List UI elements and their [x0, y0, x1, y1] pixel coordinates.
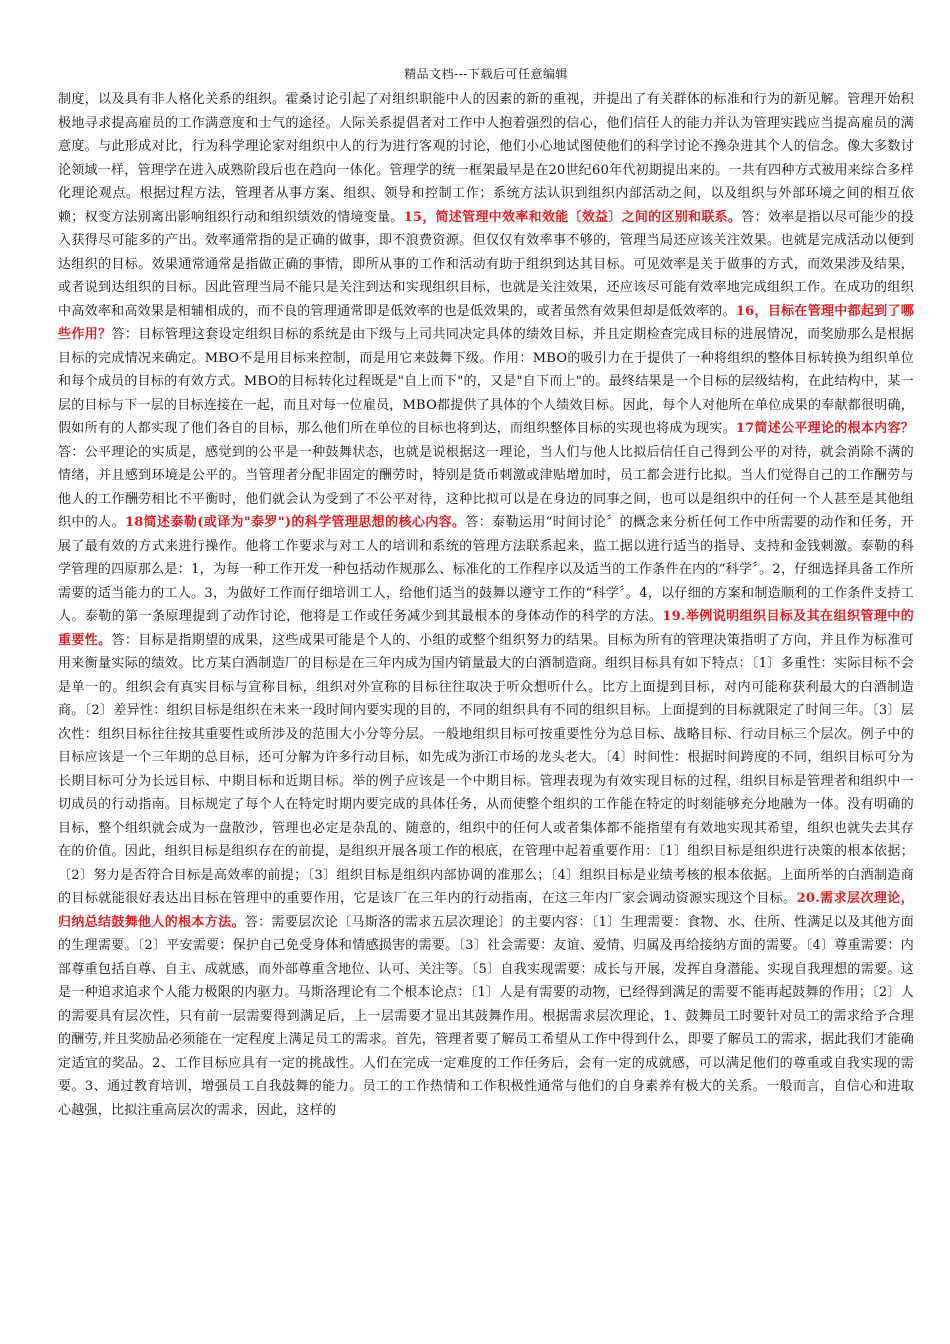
answer-17-text: 答：公平理论的实质是，感觉到的公平是一种鼓舞状态，也就是说根据这一理论，当人们与他人比拟后信任自己得到公平的对待，就会消除不满的情绪，并且感到环境是公平的。当管理者分配非固定的酬劳时，特别是货币刺激或津贴增加时，员工都会进行比拟。当人们觉得自己的工作酬劳与他人的工作酬劳相比不平衡时，他们就会认为受到了不公平对待，这种比拟可以是在身边的同事之间，也可以是组织中的任何一个人甚至是其他组织中的人。 — [58, 444, 914, 530]
document-body — [58, 88, 914, 1122]
question-20-heading: 20.需求层次理论，归纳总结鼓舞他人的根本方法。 — [58, 891, 914, 930]
answer-18-text: 答：泰勒运用“时间讨论〞的概念来分析任何工作中所需要的动作和任务，开展了最有效的方式来进行操作。他将工作要求与对工人的培训和系统的管理方法联系起来，监工据以进行适当的指导、支持和金钱刺激。泰勒的科学管理的四原那么是：1，为每一种工作开发一种包括动作规那么、标准化的工作程序以及适当的工作条件在内的“科学〞。2，仔细选择具备工作所需要的适当能力的工人。3，为做好工作而仔细培训工人，给他们适当的鼓舞以遵守工作的“科学〞。4，以仔细的方案和制造顺利的工作条件支持工人。泰勒的第一条原理提到了动作讨论，他将是工作或任务减少到其最根本的身体动作的科学的方法。 — [58, 515, 914, 624]
answer-16-text: 答：目标管理这套设定组织目标的系统是由下级与上司共同决定具体的绩效目标，并且定期检查完成目标的进展情况，而奖励那么是根据目标的完成情况来确定。MBO不是用目标来控制，而是用它来鼓舞下级。作用：MBO的吸引力在于提供了一种将组织的整体目标转换为组织单位和每个成员的目标的有效方式。MBO的目标转化过程既是"自上而下"的，又是"自下而上"的。最终结果是一个目标的层级结构，在此结构中，某一层的目标与下一层的目标连接在一起，而且对每一位雇员，MBO都提供了具体的个人绩效目标。因此，每个人对他所在单位成果的奉献都很明确，假如所有的人都实现了他们各自的目标，那么他们所在单位的目标也将到达，而组织整体目标的实现也将成为现实。 — [58, 327, 915, 436]
text-paragraph-intro: 制度，以及具有非人格化关系的组织。霍桑讨论引起了对组织职能中人的因素的新的重视，并提出了有关群体的标准和行为的新见解。管理开始积极地寻求提高雇员的工作满意度和士气的途径。人际关系提倡者对工作中人抱着强烈的信心，他们信任人的能力并认为管理实践应当提高雇员的满意度。与此形成对比，行为科学理论家对组织中人的行为进行客观的讨论，他们小心地试图使他们的科学讨论不搀杂进其个人的信念。像大多数讨论领域一样，管理学在进入成熟阶段后也在趋向一体化。管理学的统一框架最早是在20世纪60年代初期提出来的。一共有四种方式被用来综合多样化理论观点。根据过程方法，管理者从事方案、组织、领导和控制工作；系统方法认识到组织内部活动之间，以及组织与外部环境之间的相互依赖；权变方法别离出影响组织行动和组织绩效的情境变量。 — [58, 92, 914, 225]
answer-19-text: 答：目标是指期望的成果，这些成果可能是个人的、小组的或整个组织努力的结果。目标为所有的管理决策指明了方向，并且作为标准可用来衡量实际的绩效。比方某白酒制造厂的目标是在三年内成为国内销量最大的白酒制造商。组织目标具有如下特点：〔1〕多重性：实际目标不会是单一的。组织会有真实目标与宣称目标，组织对外宣称的目标往往取决于听众想听什么。比方上面提到目标，对内可能称获利最大的白酒制造商。〔2〕差异性：组织目标是组织在未来一段时间内要实现的目的，不同的组织具有不同的组织目标。上面提到的目标就限定了时间三年。〔3〕层次性：组织目标往往按其重要性或所涉及的范围大小分等分层。一般地组织目标可按重要性分为总目标、战略目标、行动目标三个层次。例子中的目标应该是一个三年期的总目标，还可分解为许多行动目标，如先成为浙江市场的龙头老大。〔4〕时间性：根据时间跨度的不同，组织目标可分为长期目标可分为长远目标、中期目标和近期目标。举的例子应该是一个中期目标。管理表现为有效实现目标的过程，组织目标是管理者和组织中一切成员的行动指南。目标规定了每个人在特定时期内要完成的具体任务，从而使整个组织的工作能在特定的时刻能够充分地融为一体。没有明确的目标，整个组织就会成为一盘散沙，管理也必定是杂乱的、随意的，组织中的任何人或者集体都不能指望有有效地实现其希望，组织也就失去其存在的价值。因此，组织目标是组织存在的前提，是组织开展各项工作的根底，在管理中起着重要作用：〔1〕组织目标是组织进行决策的根本依据；〔2〕努力是否符合目标是高效率的前提；〔3〕组织目标是组织内部协调的准那么；〔4〕组织目标是业绩考核的根本依据。上面所举的白酒制造商的目标就能很好表达出目标在管理中的重要作用，它是该厂在三年内的行动指南，在这三年内厂家会调动资源实现这个目标。 — [58, 632, 914, 906]
answer-20-text: 答：需要层次论〔马斯洛的需求五层次理论〕的主要内容：〔1〕生理需要：食物、水、住所、性满足以及其他方面的生理需要。〔2〕平安需要：保护自己免受身体和情感损害的需要。〔3〕社会需要：友谊、爱情、归属及再给接纳方面的需要。〔4〕尊重需要：内部尊重包括自尊、自主、成就感，而外部尊重含地位、认可、关注等。〔5〕自我实现需要：成长与开展，发挥自身潜能、实现自我理想的需要。这是一种追求追求个人能力极限的内驱力。马斯洛理论有二个根本论点：〔1〕人是有需要的动物，已经得到满足的需要不能再起鼓舞的作用；〔2〕人的需要具有层次性，只有前一层需要得到满足后，上一层需要才显出其鼓舞作用。根据需求层次理论，1、鼓舞员工时要针对员工的需求给予合理的酬劳,并且奖励品必须能在一定程度上满足员工的需求。首先，管理者要了解员工希望从工作中得到什么，即要了解员工的需求，据此我们才能确定适宜的奖品。2、工作目标应具有一定的挑战性。人们在完成一定难度的工作任务后，会有一定的成就感，可以满足他们的尊重或自我实现的需要。3、通过教育培训，增强员工自我鼓舞的能力。员工的工作热情和工作积极性通常与他们的自身素养有极大的关系。一般而言，自信心和进取心越强，比拟注重高层次的需求，因此，这样的 — [58, 914, 914, 1118]
page-header: 精品文档---下载后可任意编辑 — [404, 67, 568, 81]
answer-15-text: 答：效率是指以尽可能少的投入获得尽可能多的产出。效率通常指的是正确的做事，即不浪费资源。但仅仅有效率事不够的，管理当局还应该关注效果。也就是完成活动以便到达组织的目标。效果通常通常是指做正确的事情，即所从事的工作和活动有助于组织到达其目标。可见效率是关于做事的方式，而效果涉及结果，或者说到达组织的目标。因此管理当局不能只是关注到达和实现组织目标，也就是关注效果，还应该尽可能有效率地完成组织工作。在成功的组织中高效率和高效果是相辅相成的，而不良的管理通常即是低效率的也是低效果的，或者虽然有效果但却是低效率的。 — [58, 209, 914, 319]
question-15-heading: 15，简述管理中效率和效能〔效益〕之间的区别和联系。 — [403, 209, 742, 225]
question-17-heading: 17简述公平理论的根本内容？ — [735, 421, 914, 436]
question-16-heading: 16，目标在管理中都起到了哪些作用？ — [58, 303, 914, 342]
question-18-heading: 18简述泰勒(或译为"泰罗")的科学管理思想的核心内容。 — [124, 515, 466, 530]
question-19-heading: 19.举例说明组织目标及其在组织管理中的重要性。 — [58, 609, 914, 648]
